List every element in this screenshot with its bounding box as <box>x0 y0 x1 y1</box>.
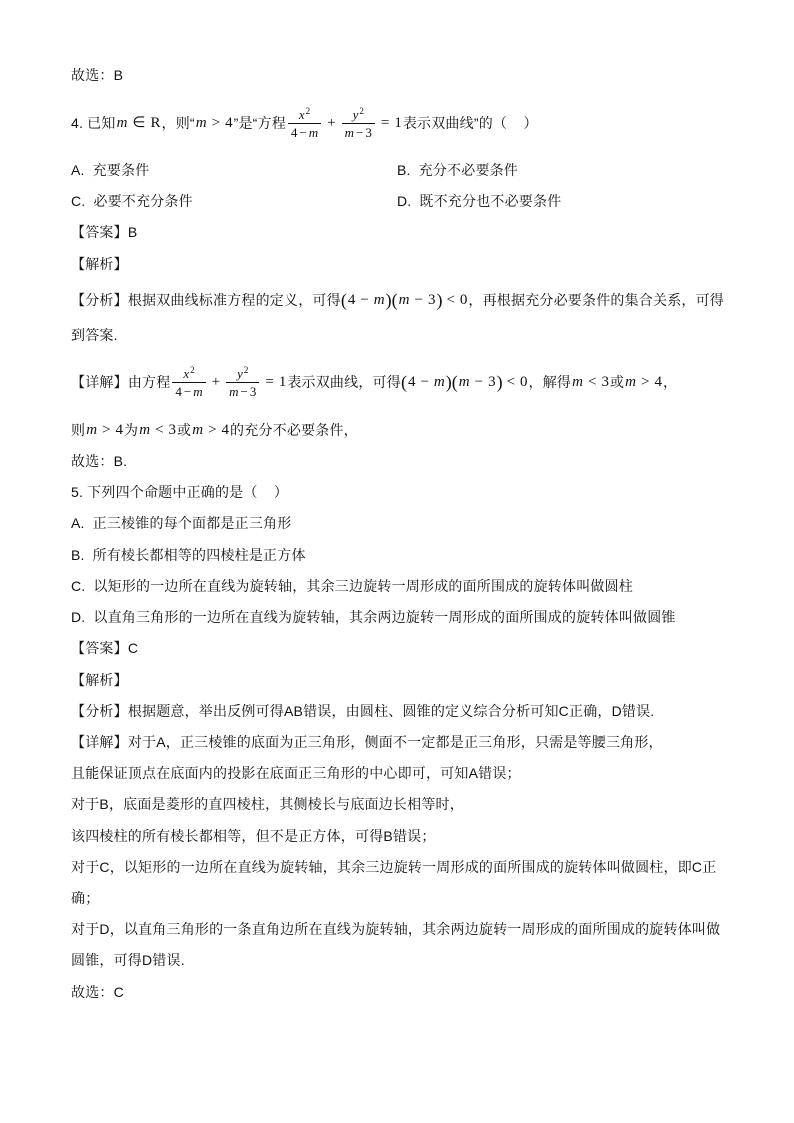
option-label: D. <box>397 193 412 209</box>
detail-text: 对于B，底面是菱形的直四棱柱，其侧棱长与底面边长相等时， <box>71 796 464 812</box>
fraction <box>226 365 259 400</box>
option-text: 以直角三角形的一边所在直线为旋转轴，其余两边旋转一周形成的面所围成的旋转体叫做圆锥 <box>93 609 676 625</box>
option-label: B. <box>397 162 411 178</box>
fraction-denominator <box>226 383 259 400</box>
math-number: 4 <box>175 383 182 399</box>
math-operator: = <box>380 115 390 131</box>
q4-analysis-line-1 <box>71 280 724 320</box>
math-variable: m <box>195 115 207 131</box>
conclusion-text: 故选：C <box>71 984 124 1000</box>
option-text: 必要不充分条件 <box>93 193 193 209</box>
option-label: A. <box>71 162 85 178</box>
option-label: B. <box>71 547 85 563</box>
math-operator: + <box>327 115 336 131</box>
math-operator: − <box>183 383 192 399</box>
detail-text: 表示双曲线，可得 <box>287 374 401 390</box>
detail-text: 的充分不必要条件， <box>230 422 358 438</box>
fraction-numerator <box>226 365 259 383</box>
math-number: 4 <box>225 115 233 131</box>
option-label: D. <box>71 609 86 625</box>
math-variable: m <box>458 374 470 390</box>
detail-text: 确； <box>71 890 100 906</box>
math-variable: m <box>433 374 445 390</box>
math-number: 3 <box>365 124 372 140</box>
option-text: 正三棱锥的每个面都是正三角形 <box>92 515 292 531</box>
math-variable: m <box>572 374 583 390</box>
math-operator: ∈ <box>132 115 146 131</box>
conclusion-text: 故选：B <box>71 67 124 83</box>
math-number: 4 <box>654 374 662 390</box>
superscript: 2 <box>190 364 195 375</box>
explanation-tag: 【解析】 <box>71 672 128 688</box>
fraction-numerator <box>288 106 321 124</box>
detail-text: 对于D，以直角三角形的一条直角边所在直线为旋转轴，其余两边旋转一周形成的面所围成的旋转体叫做 <box>71 921 721 937</box>
math-paren: ( <box>340 290 347 310</box>
answer-value: C <box>127 640 139 656</box>
fraction <box>342 106 375 141</box>
answer-tag: 【答案】 <box>71 640 128 656</box>
math-operator: − <box>240 383 248 399</box>
analysis-text: 根据双曲线标准方程的定义，可得 <box>127 292 341 308</box>
math-operator: − <box>360 292 369 308</box>
option-text: 既不充分也不必要条件 <box>419 193 562 209</box>
math-variable: m <box>344 124 355 140</box>
question-text: ，则“ <box>161 115 195 131</box>
option-text: 充要条件 <box>92 162 150 178</box>
math-paren: ) <box>436 290 443 310</box>
detail-text: 由方程 <box>127 374 171 390</box>
fraction-denominator <box>288 124 321 141</box>
math-variable: m <box>373 292 385 308</box>
math-operator: − <box>474 374 484 390</box>
math-number: 3 <box>601 374 609 390</box>
math-operator: < <box>587 374 597 390</box>
detail-text: 对于C，以矩形的一边所在直线为旋转轴，其余三边旋转一周形成的面所围成的旋转体叫做圆柱，即C正 <box>71 859 717 875</box>
answer-value: B <box>127 224 138 240</box>
math-operator: > <box>102 422 111 438</box>
math-operator: > <box>211 115 221 131</box>
math-variable: m <box>229 383 239 399</box>
fraction <box>172 365 205 400</box>
math-paren: ) <box>385 290 392 310</box>
option-text: 充分不必要条件 <box>418 162 519 178</box>
math-variable: m <box>193 383 203 399</box>
detail-text: ，解得 <box>528 374 572 390</box>
analysis-tag: 【分析】 <box>71 292 128 308</box>
q5-conclusion <box>71 972 124 1012</box>
question-lead: 4. 已知 <box>71 115 116 131</box>
math-variable: m <box>116 115 128 131</box>
option-text: 以矩形的一边所在直线为旋转轴，其余三边旋转一周形成的面所围成的旋转体叫做圆柱 <box>93 578 634 594</box>
fraction-denominator <box>342 124 375 141</box>
q5-detail-line-5 <box>71 847 716 887</box>
question-text: ”是“方程 <box>233 115 286 131</box>
superscript: 2 <box>305 105 311 116</box>
math-operator: + <box>211 374 221 390</box>
math-paren: ) <box>496 372 503 392</box>
math-paren: ( <box>400 372 407 392</box>
math-operator: < <box>446 292 455 308</box>
analysis-text: ，再根据充分必要条件的集合关系，可得 <box>468 292 725 308</box>
math-number: 4 <box>290 124 298 140</box>
math-operator: = <box>265 374 274 390</box>
fraction-denominator <box>172 383 205 400</box>
detail-text: 或 <box>609 374 625 390</box>
math-variable: m <box>308 124 319 140</box>
q4-stem <box>71 103 538 143</box>
math-number: 4 <box>407 374 416 390</box>
question-text: 5. 下列四个命题中正确的是（ ） <box>71 484 289 500</box>
math-operator: − <box>420 374 429 390</box>
q4-option-d <box>397 181 561 221</box>
detail-tag: 【详解】 <box>71 734 128 750</box>
answer-tag: 【答案】 <box>71 224 128 240</box>
math-operator: − <box>356 124 364 140</box>
math-variable: m <box>625 374 636 390</box>
math-variable: x <box>298 106 305 122</box>
option-label: C. <box>71 578 86 594</box>
math-variable: m <box>192 422 204 438</box>
question-text: 表示双曲线”的（ ） <box>402 115 538 131</box>
explanation-tag: 【解析】 <box>71 256 128 272</box>
q4-analysis-line-2 <box>71 315 118 355</box>
detail-text: 圆锥，可得D错误. <box>71 952 185 968</box>
math-set: R <box>150 115 161 131</box>
math-number: 3 <box>249 383 257 399</box>
math-operator: > <box>208 422 217 438</box>
analysis-tag: 【分析】 <box>71 703 128 719</box>
math-operator: < <box>155 422 164 438</box>
math-variable: m <box>398 292 410 308</box>
detail-text: 对于A，正三棱锥的底面为正三角形，侧面不一定都是正三角形，只需是等腰三角形， <box>127 734 663 750</box>
fraction-numerator <box>172 365 205 383</box>
math-number: 1 <box>278 374 287 390</box>
q5-option-d <box>71 597 676 637</box>
math-number: 4 <box>221 422 230 438</box>
math-number: 0 <box>459 292 468 308</box>
detail-text: 或 <box>177 422 192 438</box>
fraction <box>288 106 321 141</box>
analysis-text: 到答案. <box>71 327 118 343</box>
math-number: 0 <box>520 374 528 390</box>
fraction-numerator <box>342 106 375 124</box>
math-variable: x <box>183 365 190 381</box>
math-variable: y <box>237 365 243 381</box>
math-number: 4 <box>347 292 356 308</box>
detail-text: 为 <box>124 422 139 438</box>
analysis-text: 根据题意，举出反例可得AB错误，由圆柱、圆锥的定义综合分析可知C正确，D错误. <box>127 703 655 719</box>
math-number: 4 <box>115 422 124 438</box>
q4-detail-line-1 <box>71 362 677 402</box>
option-label: C. <box>71 193 86 209</box>
math-variable: m <box>86 422 98 438</box>
q3-conclusion <box>71 55 123 95</box>
math-operator: − <box>414 292 423 308</box>
math-operator: > <box>641 374 650 390</box>
option-label: A. <box>71 515 85 531</box>
detail-text: ， <box>662 374 678 390</box>
math-number: 3 <box>168 422 177 438</box>
q4-explanation-tag <box>71 244 128 284</box>
detail-text: 则 <box>71 422 86 438</box>
math-paren: ( <box>391 290 398 310</box>
option-text: 所有棱长都相等的四棱柱是正方体 <box>92 547 306 563</box>
math-variable: m <box>139 422 151 438</box>
superscript: 2 <box>359 105 364 116</box>
detail-text: 且能保证顶点在底面内的投影在底面正三角形的中心即可，可知A错误； <box>71 765 521 781</box>
math-number: 3 <box>427 292 436 308</box>
math-operator: < <box>506 374 516 390</box>
math-number: 1 <box>394 115 402 131</box>
math-operator: − <box>299 124 307 140</box>
math-number: 3 <box>488 374 496 390</box>
math-paren: ) <box>445 372 452 392</box>
superscript: 2 <box>243 364 249 375</box>
conclusion-text: 故选：B. <box>71 453 128 469</box>
detail-text: 该四棱柱的所有棱长都相等，但不是正方体，可得B错误； <box>71 828 436 844</box>
math-variable: y <box>352 106 359 122</box>
math-paren: ( <box>451 372 458 392</box>
detail-tag: 【详解】 <box>71 374 128 390</box>
